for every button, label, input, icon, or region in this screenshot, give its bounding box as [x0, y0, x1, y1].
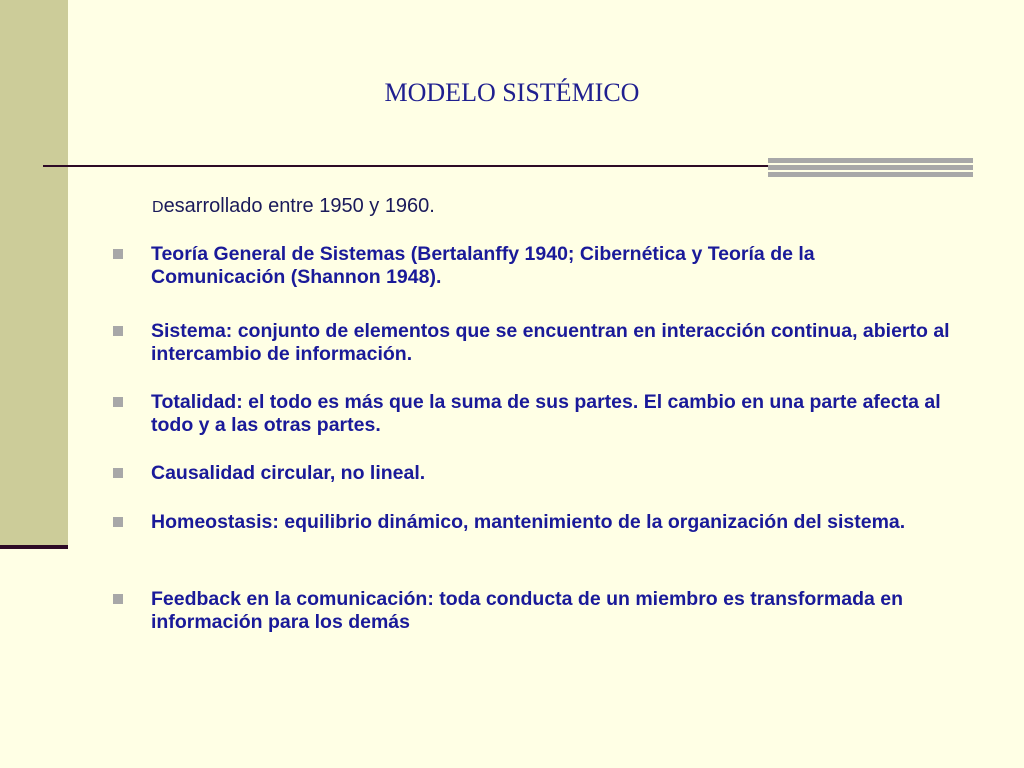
bullet-text: Teoría General de Sistemas (Bertalanffy 1940; Cibernética y Teoría de la Comunicación (Shannon 1948). — [151, 243, 815, 288]
bullet-item — [113, 391, 953, 437]
slide-subtitle — [152, 195, 435, 218]
slide-title: MODELO SISTÉMICO — [384, 78, 640, 107]
title-accent-stripes — [768, 158, 973, 179]
bullet-item — [113, 243, 953, 289]
bullet-text: Totalidad: el todo es más que la suma de sus partes. El cambio en una parte afecta al todo y a las otras partes. — [151, 391, 941, 436]
bullet-item — [113, 511, 953, 534]
square-bullet-icon — [113, 468, 123, 478]
square-bullet-icon — [113, 397, 123, 407]
bullet-text: Sistema: conjunto de elementos que se encuentran en interacción continua, abierto al intercambio de información. — [151, 320, 950, 365]
subtitle-rest: esarrollado entre 1950 y 1960. — [163, 195, 435, 217]
bullet-text: Causalidad circular, no lineal. — [151, 462, 426, 484]
square-bullet-icon — [113, 517, 123, 527]
bullet-item — [113, 320, 953, 366]
left-bar-base-line — [0, 545, 68, 549]
bullet-text: Feedback en la comunicación: toda conducta de un miembro es transformada en información para los demás — [151, 588, 904, 633]
square-bullet-icon — [113, 249, 123, 259]
subtitle-first-letter: D — [152, 199, 164, 216]
square-bullet-icon — [113, 594, 123, 604]
bullet-text: Homeostasis: equilibrio dinámico, mantenimiento de la organización del sistema. — [151, 511, 906, 533]
bullet-item — [113, 588, 953, 634]
square-bullet-icon — [113, 326, 123, 336]
bullet-item — [113, 462, 953, 485]
